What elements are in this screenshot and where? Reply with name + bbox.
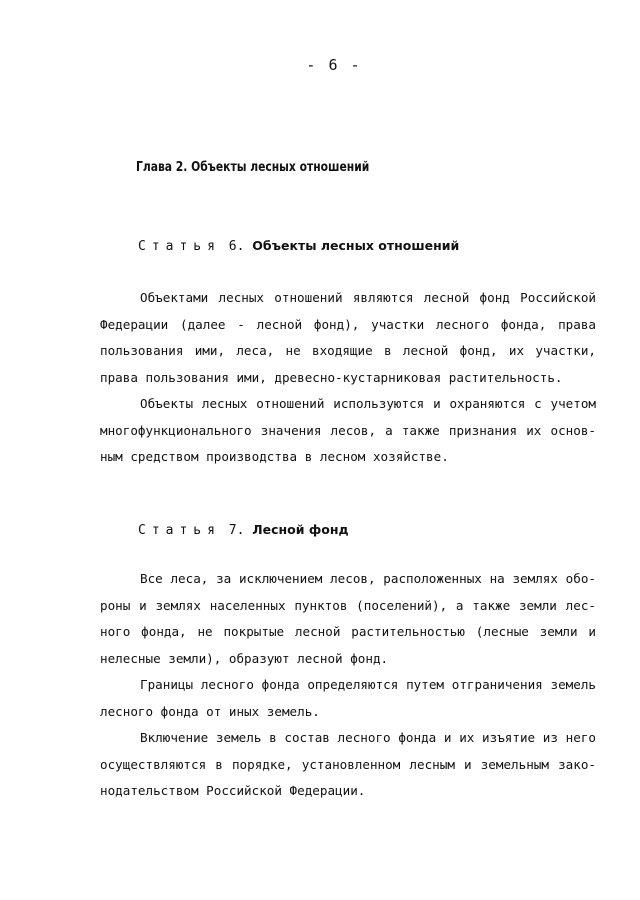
text-line: нодательством Российской Федерации.: [100, 783, 366, 798]
text-line: Включение земель в состав лесного фонда и их изъятие из него: [140, 730, 596, 745]
article-6-heading: [138, 238, 459, 254]
article-title: Лесной фонд: [252, 522, 349, 537]
article-6-paragraph-1: [100, 285, 596, 391]
article-6-paragraph-2: [100, 391, 596, 471]
article-label: Статья: [138, 239, 221, 254]
article-title: Объекты лесных отношений: [252, 238, 460, 253]
page-number: - 6 -: [306, 56, 362, 74]
text-line: Границы лесного фонда определяются путем отграничения земель: [140, 677, 596, 692]
text-line: ного фонда, не покрытые лесной растительностью (лесные земли и: [100, 624, 596, 639]
text-line: лесного фонда от иных земель.: [100, 703, 320, 719]
text-line: роны и землях населенных пунктов (поселений), а также земли лес-: [100, 597, 596, 613]
text-line: Все леса, за исключением лесов, расположенных на землях обо-: [140, 571, 596, 586]
article-7-heading: [138, 522, 349, 538]
text-line: нелесные земли), образуют лесной фонд.: [100, 650, 389, 666]
text-line: права пользования ими, древесно-кустарниковая растительность.: [100, 369, 563, 385]
article-7-paragraph-2: [100, 672, 596, 725]
chapter-title: Глава 2. Объекты лесных отношений: [136, 160, 370, 175]
article-number: 6.: [228, 239, 245, 254]
text-line: многофункционального значения лесов, а также признания их основ-: [100, 422, 596, 438]
text-line: ным средством производства в лесном хозяйстве.: [100, 449, 449, 464]
article-7-paragraph-3: [100, 725, 596, 805]
text-line: Объектами лесных отношений являются лесной фонд Российской: [140, 290, 596, 305]
text-line: Федерации (далее - лесной фонд), участки лесного фонда, права: [100, 316, 596, 332]
article-label: Статья: [138, 523, 221, 538]
text-line: осуществляются в порядке, установленном лесным и земельным зако-: [100, 756, 596, 772]
text-line: пользования ими, леса, не входящие в лесной фонд, их участки,: [100, 343, 596, 358]
article-7-paragraph-1: [100, 566, 596, 672]
article-number: 7.: [228, 523, 245, 538]
text-line: Объекты лесных отношений используются и охраняются с учетом: [140, 396, 596, 411]
